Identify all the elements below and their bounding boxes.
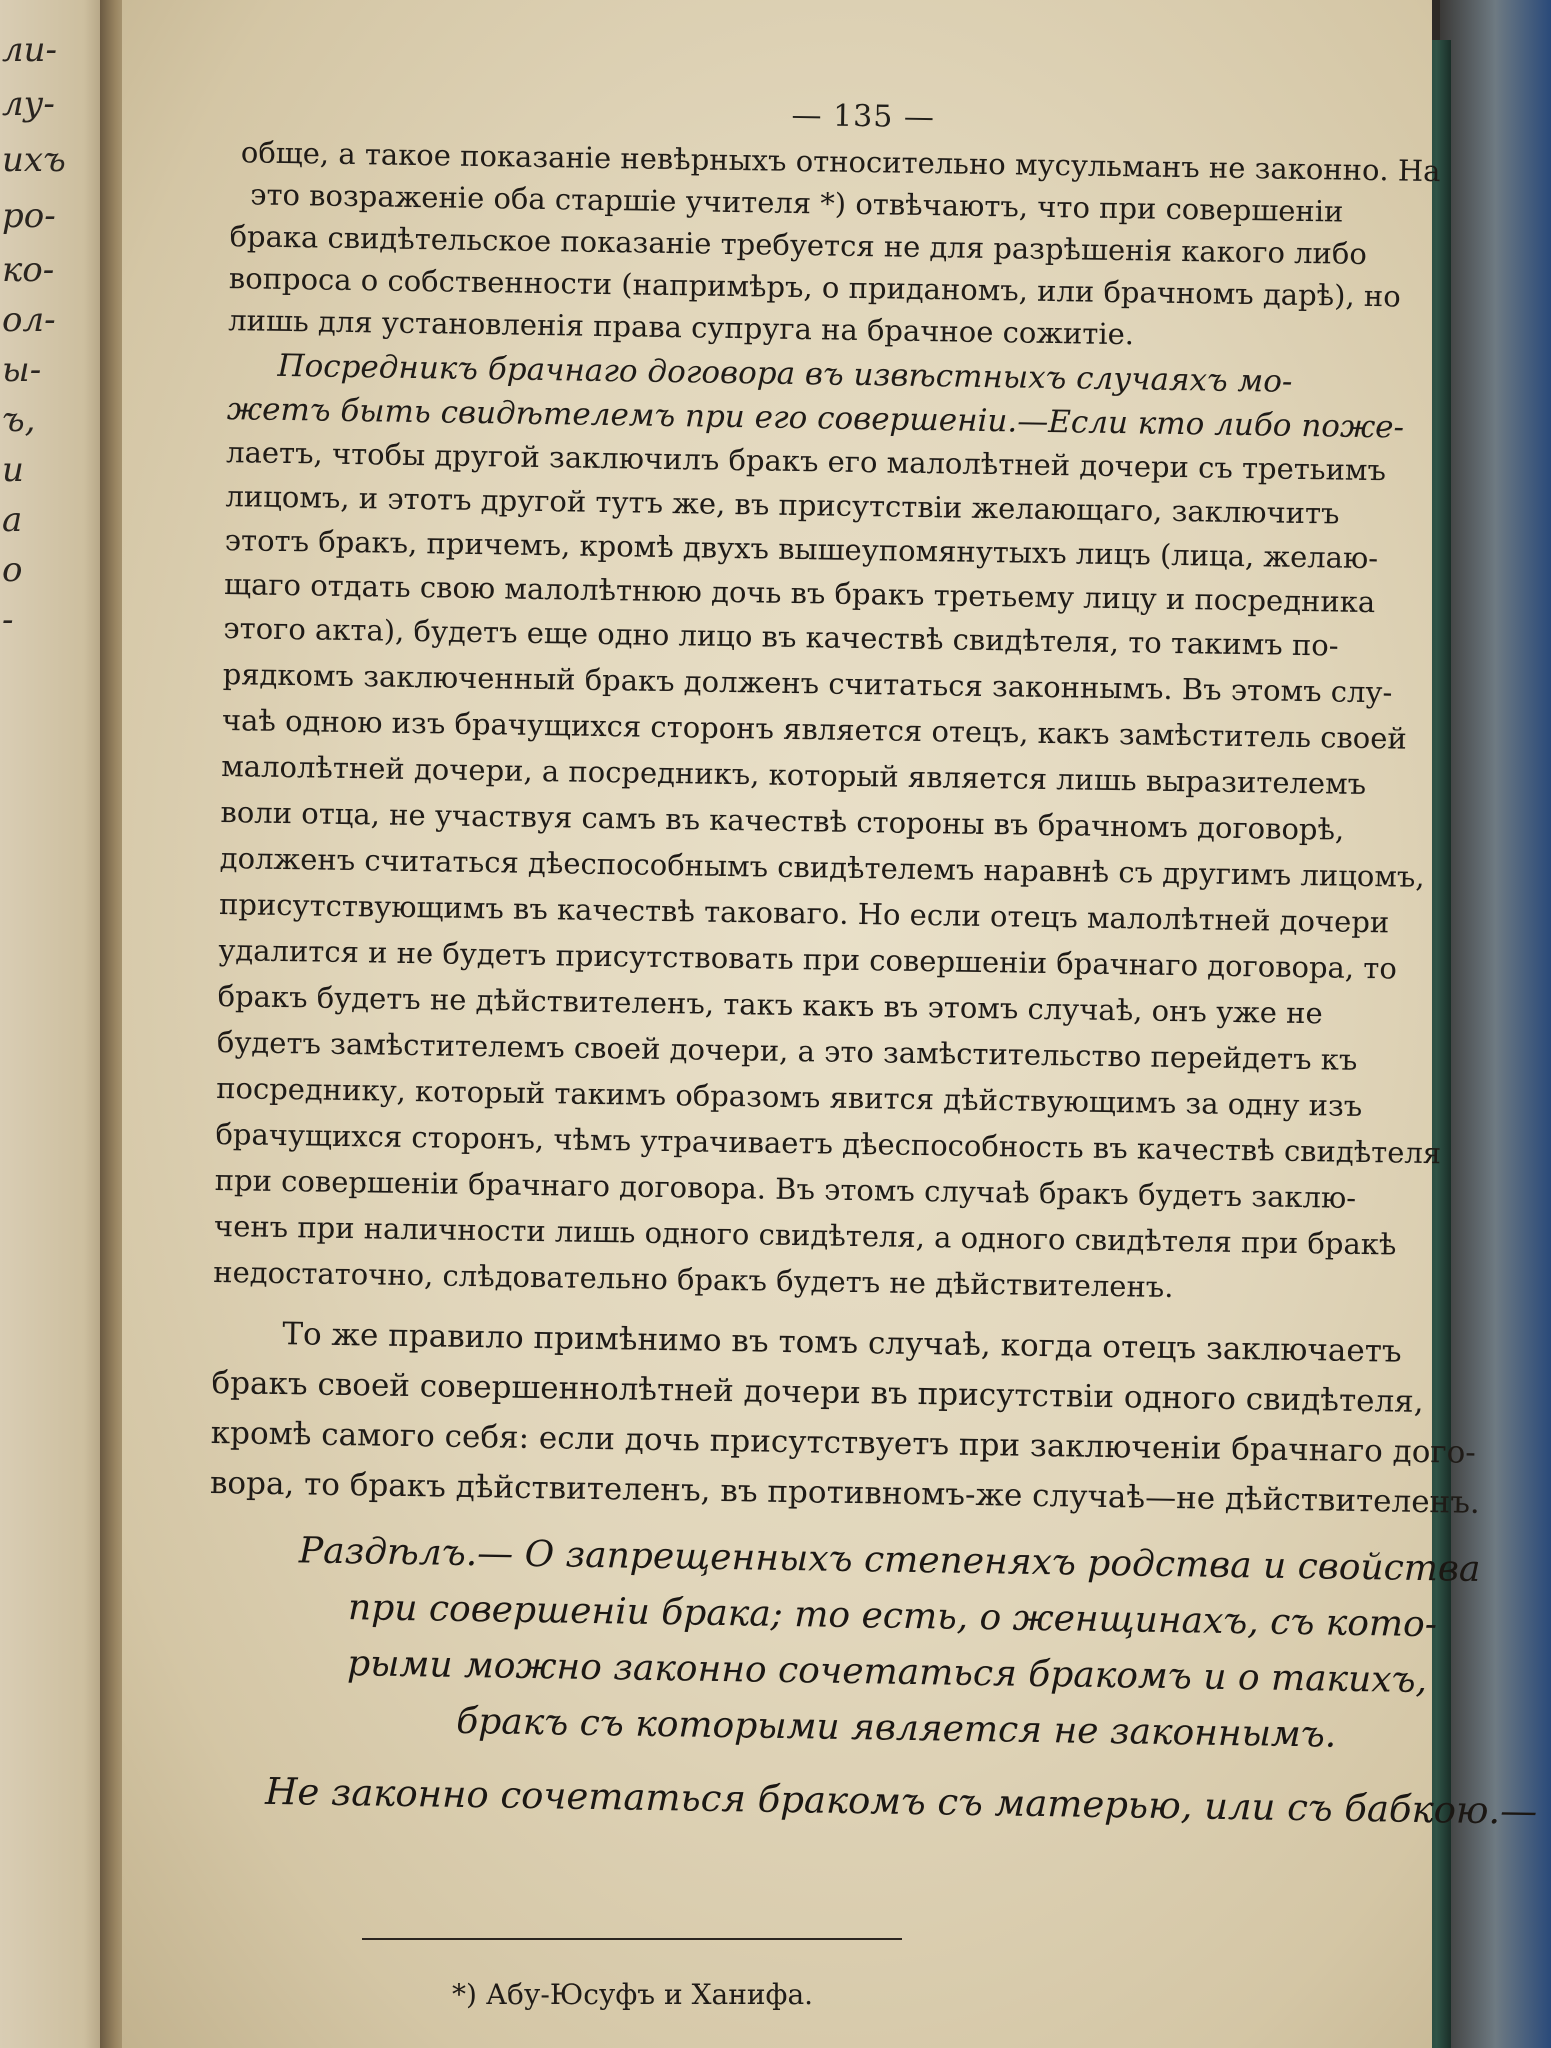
book-page	[122, 0, 1538, 2048]
left-page-fragment: ъ,	[2, 400, 36, 440]
text-line: чаѣ одною изъ брачущихся сторонъ является отецъ, какъ замѣститель своей	[221, 703, 1408, 756]
text-line: лишь для установленія права супруга на брачное сожитіе.	[228, 303, 1135, 352]
text-line: малолѣтней дочери, а посредникъ, который является лишь выразителемъ	[221, 749, 1367, 802]
text-line: брака свидѣтельское показаніе требуется не для разрѣшенія какого либо	[229, 219, 1368, 271]
text-line: вопроса о собственности (напримѣръ, о приданомъ, или брачномъ дарѣ), но	[228, 261, 1401, 314]
left-page-fragment: а	[2, 500, 23, 540]
text-line: при совершеніи брачнаго договора. Въ этомъ случаѣ бракъ будетъ заклю-	[214, 1162, 1357, 1215]
text-line: этого акта), будетъ еще одно лицо въ качествѣ свидѣтеля, то такимъ по-	[223, 611, 1339, 663]
text-line: недостаточно, слѣдовательно бракъ будетъ не дѣйствителенъ.	[213, 1254, 1174, 1305]
footnote: *) Абу-Юсуфъ и Ханифа.	[452, 1978, 814, 2011]
text-line: посреднику, который такимъ образомъ явится дѣйствующимъ за одну изъ	[215, 1071, 1363, 1124]
text-line: это возраженіе оба старшіе учителя *) отвѣчаютъ, что при совершеніи	[249, 177, 1344, 229]
text-line: этотъ бракъ, причемъ, кромѣ двухъ вышеупомянутыхъ лицъ (лица, желаю-	[224, 523, 1379, 576]
text-line: долженъ считаться дѣеспособнымъ свидѣтелемъ наравнѣ съ другимъ лицомъ,	[219, 841, 1425, 894]
text-line: лицомъ, и этотъ другой тутъ же, въ присутствіи желающаго, заключитъ	[225, 479, 1340, 531]
section-heading-line: при совершеніи брака; то есть, о женщинахъ, съ кото-	[347, 1587, 1438, 1646]
text-line: будетъ замѣстителемъ своей дочери, а это замѣстительство перейдетъ къ	[216, 1025, 1358, 1077]
text-line: воли отца, не участвуя самъ въ качествѣ стороны въ брачномъ договорѣ,	[220, 795, 1345, 847]
text-line: обще, а такое показаніе невѣрныхъ относительно мусульманъ не законно. На	[240, 135, 1441, 189]
left-page-fragment: ол-	[2, 300, 56, 340]
text-line: бракъ будетъ не дѣйствителенъ, такъ какъ въ этомъ случаѣ, онъ уже не	[217, 979, 1323, 1031]
text-line: лаетъ, чтобы другой заключилъ бракъ его малолѣтней дочери съ третьимъ	[225, 435, 1387, 488]
desk-background	[1440, 0, 1551, 2048]
left-page-fragment: лу-	[2, 84, 55, 124]
text-line: рядкомъ заключенный бракъ долженъ считаться законнымъ. Въ этомъ слу-	[222, 657, 1393, 710]
text-line: щаго отдать свою малолѣтнюю дочь въ бракъ третьему лицу и посредника	[223, 567, 1376, 620]
left-page-fragment: ы-	[2, 350, 42, 390]
left-page-fragment: ро-	[2, 196, 56, 236]
text-line: присутствующимъ въ качествѣ таковаго. Но если отецъ малолѣтней дочери	[218, 887, 1390, 940]
text-line: вора, то бракъ дѣйствителенъ, въ противномъ-же случаѣ—не дѣйствителенъ.	[209, 1464, 1481, 1521]
page-text-block	[209, 79, 1538, 1833]
page-number: — 135 —	[791, 97, 936, 136]
section-heading-line: Раздѣлъ.— О запрещенныхъ степеняхъ родства и свойства	[298, 1530, 1481, 1590]
text-line: бракъ своей совершеннолѣтней дочери въ присутствіи одного свидѣтеля,	[211, 1364, 1424, 1421]
text-line: кромѣ самого себя: если дочь присутствуетъ при заключеніи брачнаго дого-	[210, 1414, 1477, 1471]
text-line: ченъ при наличности лишь одного свидѣтеля, а одного свидѣтеля при бракѣ	[213, 1208, 1397, 1262]
left-page-fragment: ко-	[2, 250, 55, 290]
text-line: брачущихся сторонъ, чѣмъ утрачиваетъ дѣеспособность въ качествѣ свидѣтеля	[215, 1116, 1442, 1171]
text-line: удалится и не будетъ присутствовать при совершеніи брачнаго договора, то	[218, 933, 1398, 986]
left-page-fragment: о	[2, 550, 23, 590]
section-heading-line: бракъ съ которыми является не законнымъ.	[455, 1700, 1337, 1756]
left-page-fragment: -	[2, 600, 14, 640]
footnote-separator	[362, 1938, 902, 1940]
left-page-fragment: ихъ	[2, 140, 66, 180]
section-heading-line: рыми можно законно сочетаться бракомъ и о такихъ,	[346, 1643, 1428, 1702]
last-text-line: Не законно сочетаться бракомъ съ матерью, или съ бабкою.—	[264, 1769, 1538, 1833]
left-page-fragment: ли-	[2, 30, 58, 70]
text-line-italic: Посредникъ брачнаго договора въ извѣстныхъ случаяхъ мо-	[277, 347, 1293, 400]
left-page-fragment: и	[2, 450, 24, 490]
text-line-italic: жетъ быть свидѣтелемъ при его совершеніи.—Если кто либо поже-	[226, 391, 1405, 446]
text-line: То же правило примѣнимо въ томъ случаѣ, когда отецъ заключаетъ	[282, 1316, 1402, 1370]
